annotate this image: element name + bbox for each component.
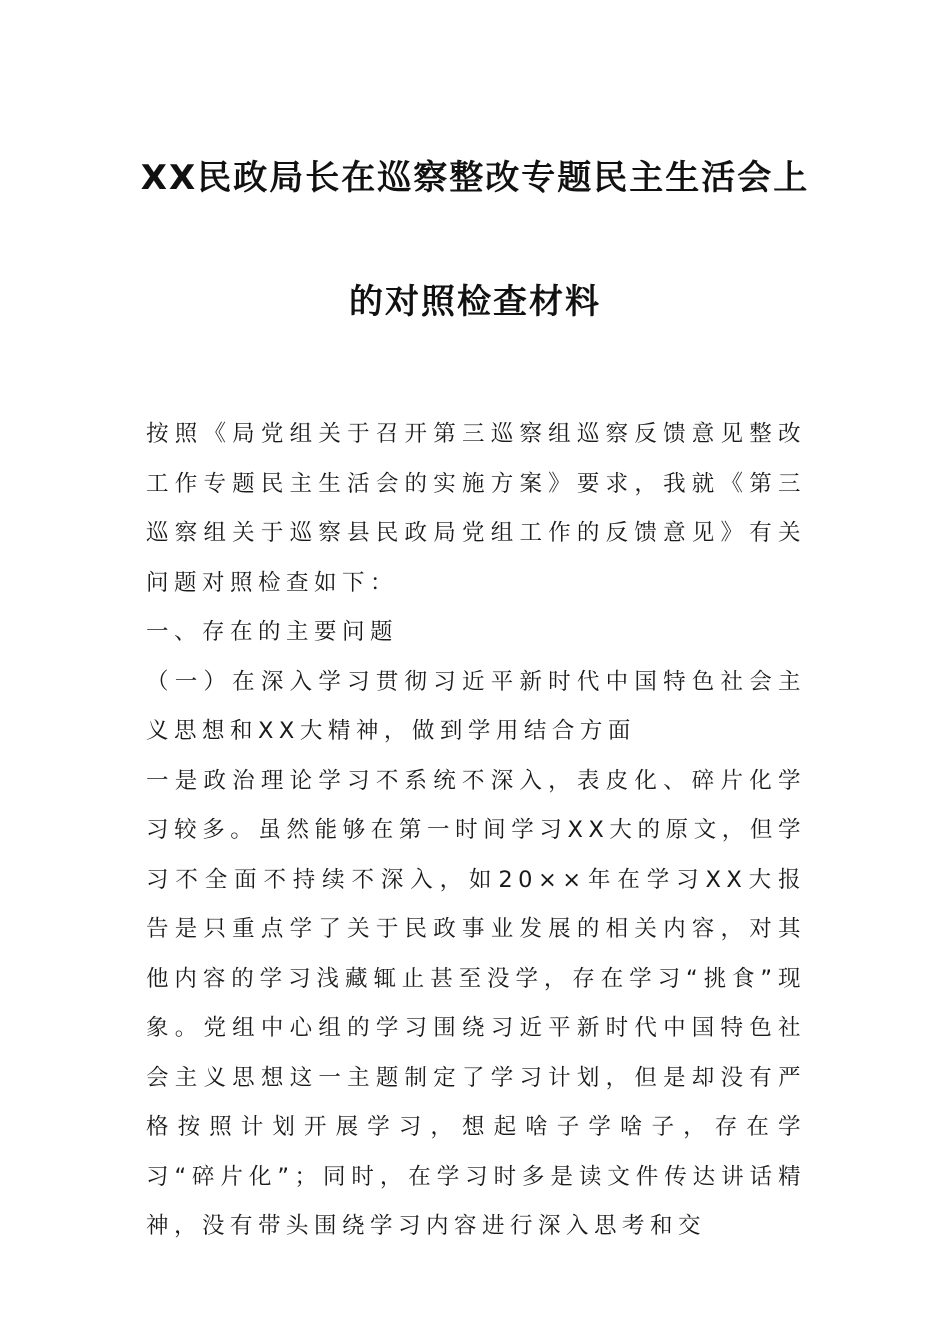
intro-paragraph: 按照《局党组关于召开第三巡察组巡察反馈意见整改工作专题民主生活会的实施方案》要求，我就《第三巡察组关于巡察县民政局党组工作的反馈意见》有关问题对照检查如下： (146, 421, 806, 596)
document-body (146, 410, 806, 1252)
document-title-line-1: XX民政局长在巡察整改专题民主生活会上 (140, 158, 810, 198)
document-title-line-2: 的对照检查材料 (349, 282, 601, 322)
subsection-heading: （一）在深入学习贯彻习近平新时代中国特色社会主义思想和XX大精神，做到学用结合方面 (146, 668, 806, 744)
section-heading: 一、存在的主要问题 (146, 619, 399, 645)
body-paragraph: 一是政治理论学习不系统不深入，表皮化、碎片化学习较多。虽然能够在第一时间学习XX大的原文，但学习不全面不持续不深入，如20××年在学习XX大报告是只重点学了关于民政事业发展的相关内容，对其他内容的学习浅藏辄止甚至没学，存在学习“挑食”现象。党组中心组的学习围绕习近平新时代中国特色社会主义思想这一主题制定了学习计划，但是却没有严格按照计划开展学习，想起啥子学啥子，存在学习“碎片化”；同时，在学习时多是读文件传达讲话精神，没有带头围绕学习内容进行深入思考和交 (146, 767, 806, 1239)
